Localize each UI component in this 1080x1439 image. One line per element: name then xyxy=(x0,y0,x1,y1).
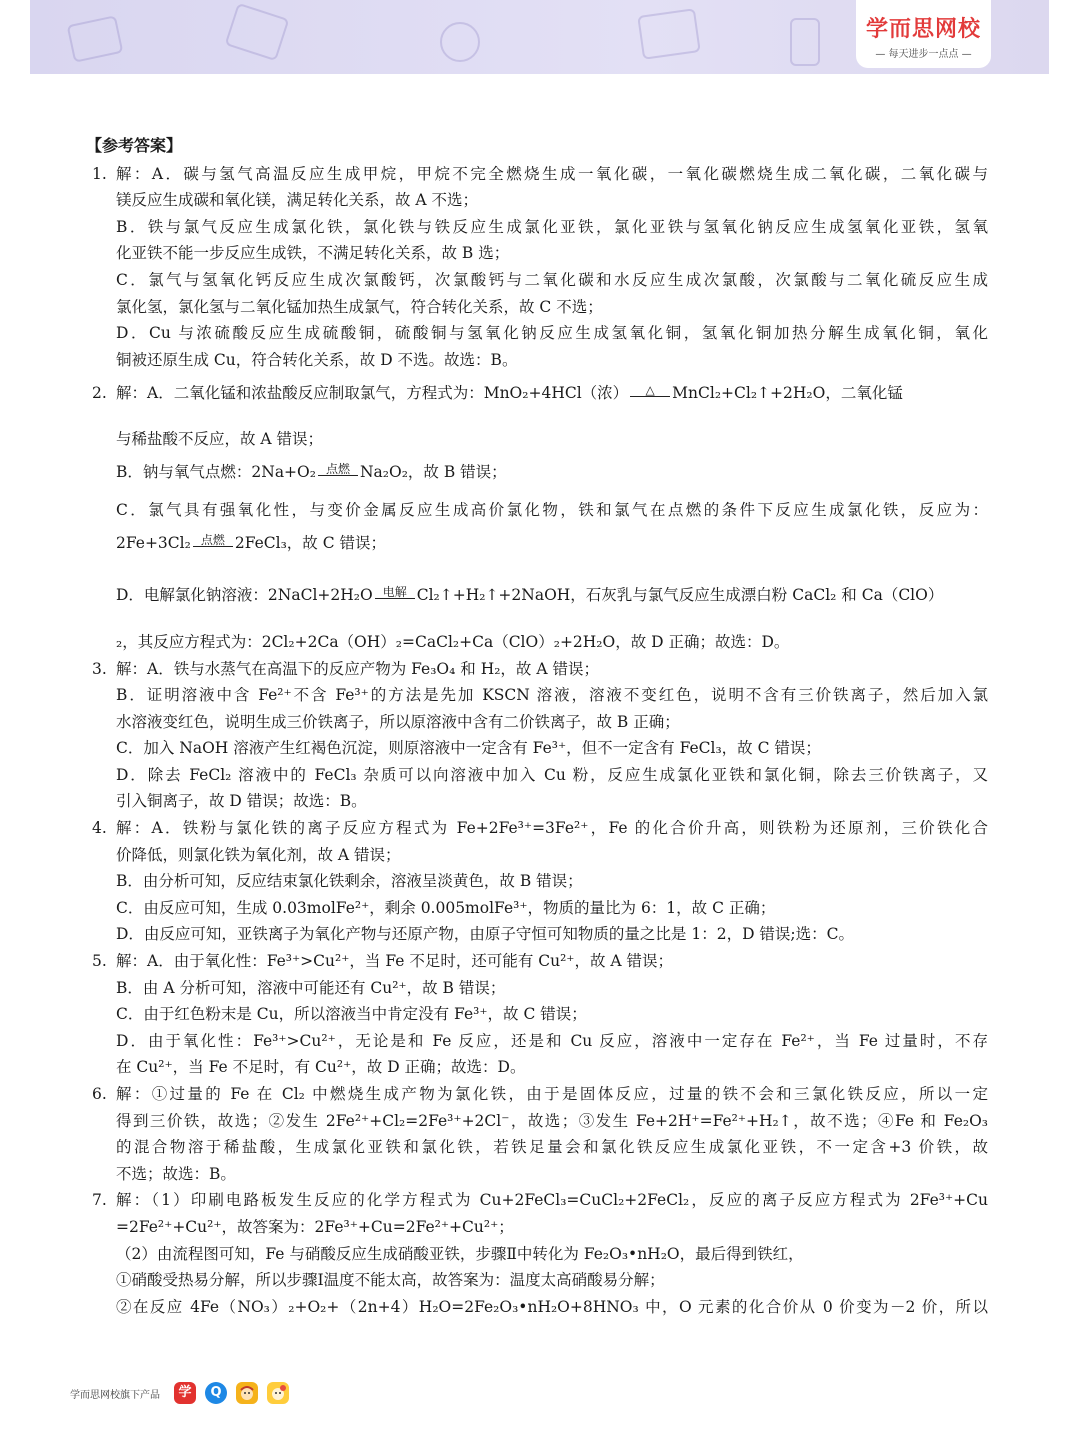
answer-line: 解：A．铁与水蒸气在高温下的反应产物为 Fe₃O₄ 和 H₂，故 A 错误； xyxy=(116,659,599,678)
answer-line: C．加入 NaOH 溶液产生红褐色沉淀，则原溶液中一定含有 Fe³⁺，但不一定含有 FeCl₃，故 C 错误； xyxy=(116,739,821,758)
answer-line: B．由 A 分析可知，溶液中可能还有 Cu²⁺，故 B 错误； xyxy=(116,978,506,997)
answer-line xyxy=(116,453,988,494)
answer-line: 解：A．铁粉与氯化铁的离子反应方程式为 Fe+2Fe³⁺=3Fe²⁺，Fe 的化合价升高，则铁粉为还原剂，三价铁化合 xyxy=(116,819,988,838)
answer-heading: 【参考答案】 xyxy=(86,136,183,155)
equation-text: 2FeCl₃，故 C 错误； xyxy=(234,533,387,552)
answer-line: D．由于氧化性：Fe³⁺>Cu²⁺，无论是和 Fe 反应，还是和 Cu 反应，溶液中一定存在 Fe²⁺，当 Fe 过量时，不存 xyxy=(116,1031,988,1050)
answer-content xyxy=(86,133,988,1320)
cartoon-app-icon[interactable] xyxy=(236,1382,258,1404)
question-number: 6. xyxy=(92,1085,107,1103)
answer-item-6 xyxy=(92,1081,988,1187)
answer-line: 价降低，则氯化铁为氧化剂，故 A 错误； xyxy=(116,845,401,864)
logo-slogan: — 每天进步一点点 — xyxy=(875,49,972,60)
answer-line: D．除去 FeCl₂ 溶液中的 FeCl₃ 杂质可以向溶液中加入 Cu 粉，反应生成氯化亚铁和氯化铜，除去三价铁离子，又 xyxy=(116,765,988,784)
search-app-icon[interactable]: Q xyxy=(205,1382,227,1404)
equation-text: D．电解氯化钠溶液：2NaCl+2H₂O xyxy=(116,586,373,605)
ignite-condition-label: 点燃 xyxy=(193,534,233,547)
answer-item-2 xyxy=(92,380,988,655)
answer-line: C．由于红色粉末是 Cu，所以溶液当中肯定没有 Fe³⁺，故 C 错误； xyxy=(116,1005,587,1024)
answer-line: C．由反应可知，生成 0.03molFe²⁺，剩余 0.005molFe³⁺，物质的量比为 6：1，故 C 正确； xyxy=(116,898,776,917)
answer-line: B．铁与氯气反应生成氯化铁，氯化铁与铁反应生成氯化亚铁，氯化亚铁与氢氧化钠反应生成氢氧化亚铁，氢氧 xyxy=(116,217,988,236)
question-number: 2. xyxy=(92,384,107,403)
answer-line: ₂，其反应方程式为：2Cl₂+2Ca（OH）₂=CaCl₂+Ca（ClO）₂+2H₂O，故 D 正确；故选：D。 xyxy=(116,632,790,651)
answer-line: D．由反应可知，亚铁离子为氧化产物与还原产物，由原子守恒可知物质的量之比是 1：2，D 错误;选：C。 xyxy=(116,925,855,944)
answer-line: D．Cu 与浓硫酸反应生成硫酸铜，硫酸铜与氢氧化钠反应生成氢氧化铜，氢氧化铜加热分解生成氧化铜，氧化 xyxy=(116,324,988,343)
hourglass-deco-icon xyxy=(790,18,820,66)
equation-text: MnCl₂+Cl₂↑+2H₂O，二氧化锰 xyxy=(672,384,903,403)
globe-deco-icon xyxy=(440,22,480,62)
answer-item-5 xyxy=(92,948,988,1081)
answer-item-4 xyxy=(92,815,988,948)
equation-text: 解：A．二氧化锰和浓盐酸反应制取氯气，方程式为：MnO₂+4HCl（浓） xyxy=(116,384,629,403)
answer-line: 与稀盐酸不反应，故 A 错误； xyxy=(116,429,324,448)
answer-line: ①硝酸受热易分解，所以步骤Ⅰ温度不能太高，故答案为：温度太高硝酸易分解； xyxy=(116,1271,665,1290)
answer-line: 解：A．碳与氢气高温反应生成甲烷，甲烷不完全燃烧生成一氧化碳，一氧化碳燃烧生成二氧化碳，二氧化碳与 xyxy=(116,164,988,183)
footer-text: 学而思网校旗下产品 xyxy=(70,1389,160,1401)
footer-brand-bar xyxy=(70,1378,298,1408)
logo-title: 学而思网校 xyxy=(865,17,981,42)
equation-text: Na₂O₂，故 B 错误； xyxy=(359,462,507,481)
answer-item-7 xyxy=(92,1187,988,1320)
answer-line: 化亚铁不能一步反应生成铁，不满足转化关系，故 B 选； xyxy=(116,244,510,263)
question-number: 3. xyxy=(92,659,107,678)
answer-line: 氯化氢，氯化氢与二氧化锰加热生成氯气，符合转化关系，故 C 不选； xyxy=(116,297,603,316)
answer-line: =2Fe²⁺+Cu²⁺，故答案为：2Fe³⁺+Cu=2Fe²⁺+Cu²⁺； xyxy=(116,1217,514,1236)
equation-text: B．钠与氧气点燃：2Na+O₂ xyxy=(116,462,316,481)
answer-line: 得到三价铁，故选；②发生 2Fe²⁺+Cl₂=2Fe³⁺+2Cl⁻，故选；③发生 Fe+2H⁺=Fe²⁺+H₂↑，故不选；④Fe 和 Fe₂O₃ xyxy=(116,1111,988,1130)
answer-line: ②在反应 4Fe（NO₃）₂+O₂+（2n+4）H₂O=2Fe₂O₃•nH₂O+8HNO₃ 中，O 元素的化合价从 0 价变为－2 价，所以 xyxy=(116,1297,988,1316)
answer-line xyxy=(116,380,988,407)
header-banner xyxy=(30,0,1049,74)
heat-condition-label: △ xyxy=(630,384,670,397)
xue-app-icon[interactable]: 学 xyxy=(174,1382,196,1404)
answer-line xyxy=(116,524,988,565)
answer-line: B．由分析可知，反应结束氯化铁剩余，溶液呈淡黄色，故 B 错误； xyxy=(116,872,583,891)
answer-item-3 xyxy=(92,656,988,816)
answer-line: B．证明溶液中含 Fe²⁺不含 Fe³⁺的方法是先加 KSCN 溶液，溶液不变红色，说明不含有三价铁离子，然后加入氯 xyxy=(116,686,988,705)
equation-text: 2Fe+3Cl₂ xyxy=(116,533,191,552)
calculator-deco-icon xyxy=(637,8,701,60)
answer-line: 解：（1）印刷电路板发生反应的化学方程式为 Cu+2FeCl₃=CuCl₂+2FeCl₂，反应的离子反应方程式为 2Fe³⁺+Cu xyxy=(116,1191,988,1210)
answer-line: 解：A．由于氧化性：Fe³⁺>Cu²⁺，当 Fe 不足时，还可能有 Cu²⁺，故 A 错误； xyxy=(116,952,674,971)
answer-line: C．氯气具有强氧化性，与变价金属反应生成高价氯化物，铁和氯气在点燃的条件下反应生成氯化铁，反应为： xyxy=(116,501,988,520)
answer-line: 不选；故选：B。 xyxy=(116,1164,236,1183)
answer-line: 在 Cu²⁺，当 Fe 不足时，有 Cu²⁺，故 D 正确；故选：D。 xyxy=(116,1058,526,1077)
answer-line: C．氯气与氢氧化钙反应生成次氯酸钙，次氯酸钙与二氧化碳和水反应生成次氯酸，次氯酸与二氧化硫反应生成 xyxy=(116,270,988,289)
answer-line: （2）由流程图可知，Fe 与硝酸反应生成硝酸亚铁，步骤Ⅱ中转化为 Fe₂O₃•nH₂O，最后得到铁红， xyxy=(116,1244,804,1263)
equation-text: Cl₂↑+H₂↑+2NaOH，石灰乳与氯气反应生成漂白粉 CaCl₂ 和 Ca（ClO） xyxy=(416,586,944,605)
book-deco-icon xyxy=(225,3,290,62)
answer-line: 镁反应生成碳和氧化镁，满足转化关系，故 A 不选； xyxy=(116,191,479,210)
answer-line: 水溶液变红色，说明生成三价铁离子，所以原溶液中含有二价铁离子，故 B 正确； xyxy=(116,712,680,731)
kid-app-icon[interactable] xyxy=(267,1382,289,1404)
answer-item-1 xyxy=(92,161,988,374)
question-number: 1. xyxy=(92,164,107,183)
question-number: 4. xyxy=(92,819,107,838)
pencil-deco-icon xyxy=(67,15,124,63)
answer-line: 铜被还原生成 Cu，符合转化关系，故 D 不选。故选：B。 xyxy=(116,350,518,369)
electrolysis-condition-label: 电解 xyxy=(375,586,415,599)
answer-line: 引入铜离子，故 D 错误；故选：B。 xyxy=(116,792,367,811)
answer-line: 解：①过量的 Fe 在 Cl₂ 中燃烧生成产物为氯化铁，由于是固体反应，过量的铁不会和三氯化铁反应，所以一定 xyxy=(116,1085,988,1103)
brand-logo xyxy=(856,0,991,68)
ignite-condition-label: 点燃 xyxy=(318,463,358,476)
question-number: 7. xyxy=(92,1191,107,1210)
answer-line: 的混合物溶于稀盐酸，生成氯化亚铁和氯化铁，若铁足量会和氯化铁反应生成氯化亚铁，不一定含+3 价铁，故 xyxy=(116,1138,988,1157)
question-number: 5. xyxy=(92,952,107,971)
answer-line xyxy=(116,582,988,609)
